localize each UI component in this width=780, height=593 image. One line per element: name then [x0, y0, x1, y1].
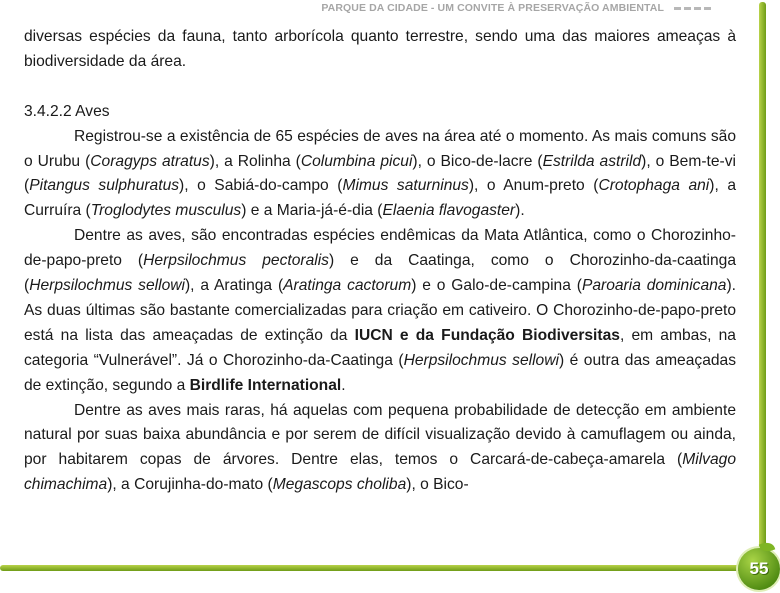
text-run: Dentre as aves mais raras, há aquelas com pequena probabilidade de detecção em ambiente natural por suas baixa abundância e por serem de difícil visualização devido à camuflagem ou ainda, por habitarem copas de árvores. Dentre elas, temos o Carcará-de-cabeça-amarela ( — [24, 401, 736, 469]
paragraph-common-birds — [24, 125, 736, 225]
text-run: . — [341, 376, 346, 394]
text-run: , em ambas, na categoria “Vulnerável”. Já o Chorozinho-da-Caatinga ( — [24, 326, 736, 369]
scientific-name: Pitangus sulphuratus — [29, 177, 180, 195]
text-run: ), a Curruíra ( — [24, 177, 737, 220]
scientific-name: Mimus saturninus — [342, 177, 469, 195]
text-run: ), o Sabiá-do-campo ( — [179, 177, 343, 195]
paragraph-intro: diversas espécies da fauna, tanto arborícola quanto terrestre, sendo uma das maiores ameaças à biodiversidade da área. — [24, 28, 736, 70]
scientific-name: Paroaria dominicana — [581, 277, 727, 295]
scientific-name: Crotophaga ani — [598, 177, 710, 195]
page-number-badge — [738, 548, 780, 590]
paragraph-rare-birds — [24, 399, 736, 499]
text-run: ) e o Galo-de-campina ( — [411, 277, 582, 295]
text-run: ) é outra das ameaçadas de extinção, segundo a — [24, 351, 737, 394]
text-run: ), o Bico- — [406, 476, 469, 494]
scientific-name: Estrilda astrild — [542, 152, 642, 170]
text-run: ), o Bem-te-vi ( — [24, 152, 736, 195]
bold-term: Birdlife International — [189, 376, 342, 394]
scientific-name: Aratinga cactorum — [283, 277, 412, 295]
text-run: ), a Aratinga ( — [184, 277, 284, 295]
bold-term: IUCN e da Fundação Biodiversitas — [354, 326, 620, 344]
scientific-name: Troglodytes musculus — [90, 202, 242, 220]
text-run: ) e a Maria-já-é-dia ( — [241, 202, 383, 220]
scientific-name: Herpsilochmus pectoralis — [143, 252, 329, 270]
text-run: ), a Corujinha-do-mato ( — [107, 476, 273, 494]
scientific-name: Coragyps atratus — [90, 152, 210, 170]
page-number: 55 — [749, 559, 769, 578]
section-heading: 3.4.2.2 Aves — [24, 102, 110, 120]
page-content — [24, 25, 736, 498]
scientific-name: Milvago chimachima — [24, 451, 736, 494]
text-run: ), o Anum-preto ( — [468, 177, 599, 195]
paragraph-endemic-birds — [24, 224, 736, 398]
text-run: ), a Rolinha ( — [209, 152, 301, 170]
scientific-name: Megascops choliba — [272, 476, 407, 494]
scientific-name: Elaenia flavogaster — [382, 202, 516, 220]
page-header — [0, 0, 780, 16]
header-dashes-decoration — [674, 7, 714, 10]
text-run: ). — [515, 202, 525, 220]
scientific-name: Columbina picui — [300, 152, 413, 170]
right-border-line — [759, 2, 766, 552]
scientific-name: Herpsilochmus sellowi — [29, 277, 185, 295]
bottom-border-line — [0, 565, 744, 571]
text-run: ). As duas últimas são bastante comercializadas para criação em cativeiro. O Chorozinho-de-papo-preto está na lista das ameaçadas de extinção da — [24, 277, 737, 344]
text-run: Dentre as aves, são encontradas espécies endêmicas da Mata Atlântica, como o Chorozinho-de-papo-preto ( — [24, 227, 736, 270]
text-run: ) e da Caatinga, como o Chorozinho-da-caatinga ( — [24, 252, 737, 295]
scientific-name: Herpsilochmus sellowi — [403, 351, 559, 369]
text-run: Registrou-se a existência de 65 espécies de aves na área até o momento. As mais comuns são o Urubu ( — [24, 127, 736, 170]
header-title: PARQUE DA CIDADE - UM CONVITE À PRESERVAÇÃO AMBIENTAL — [321, 2, 664, 14]
text-run: ), o Bico-de-lacre ( — [412, 152, 543, 170]
paragraph-gap — [24, 75, 736, 100]
